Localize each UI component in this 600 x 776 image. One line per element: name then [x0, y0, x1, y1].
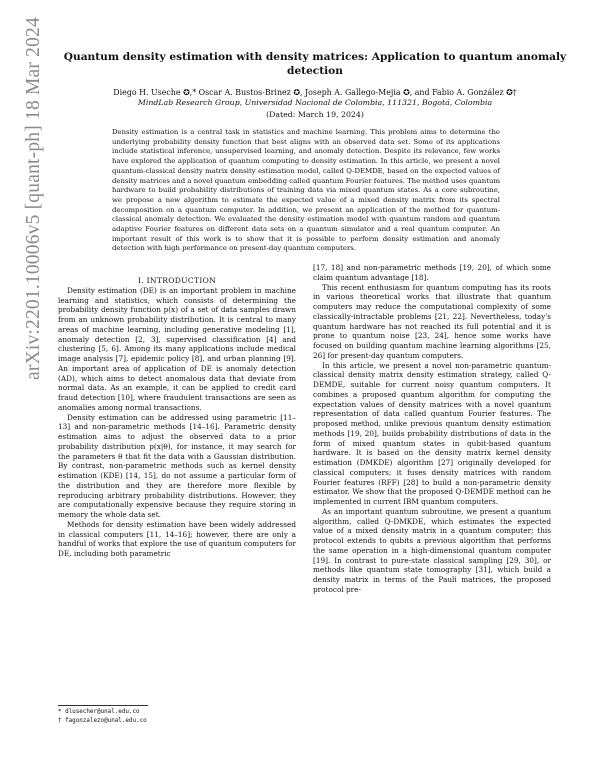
paragraph: Density estimation (DE) is an important problem in machine learning and statistics, which consists of determining the probability density function p(x) of a set of data samples drawn from an unknown probability distribution. It is central to many areas of machine learning, including generative modeling [1], anomaly detection [2, 3], supervised classification [4] and clustering [5, 6]. Among its many applications include medical image analysis [7], epidemic policy [8], and urban planning [9]. An important area of application of DE is anomaly detection (AD), which aims to detect anomalous data that deviate from normal data. As an example, it can be applied to credit card fraud detection [10], where fraudulent transactions are seen as anomalies among normal transactions. — [58, 285, 296, 412]
footnote-email-2: † fagonzalezo@unal.edu.co — [58, 718, 147, 724]
left-column — [58, 276, 296, 559]
author-list: Diego H. Useche ✪,* Oscar A. Bustos-Brinez ✪, Joseph A. Gallego-Mejia ✪, and Fabio A. González ✪† — [113, 88, 517, 97]
right-column — [313, 263, 551, 595]
paragraph: This recent enthusiasm for quantum computing has its roots in various theoretical works that illustrate that quantum computers may reduce the computational complexity of some classically-intractable problems [21, 22]. Nevertheless, today's quantum hardware has not reached its full potential and it is prone to quantum noise [23, 24], hence some works have focused on building quantum machine learning algorithms [25, 26] for present-day quantum computers. — [313, 282, 551, 360]
affiliation: MindLab Research Group, Universidad Nacional de Colombia, 111321, Bogotá, Colombia — [137, 98, 493, 107]
paragraph: In this article, we present a novel non-parametric quantum-classical density matrix density estimation strategy, called Q-DEMDE, suitable for current noisy quantum computers. It combines a proposed quantum algorithm for computing the expectation values of density matrices with a novel quantum representation of data called quantum Fourier features. The proposed method, unlike previous quantum density estimation methods [19, 20], builds probability distributions of data in the form of mixed quantum states in qubit-based quantum hardware. It is based on the density matrix kernel density estimation (DMKDE) algorithm [27] originally developed for classical computers; it fuses density matrices with random Fourier features (RFF) [28] to build a non-parametric density estimator. We show that the proposed Q-DEMDE method can be implemented in current IBM quantum computers. — [313, 360, 551, 506]
paper-title: Quantum density estimation with density matrices: Application to quantum anomaly detection — [63, 51, 567, 77]
date-line: (Dated: March 19, 2024) — [266, 110, 364, 119]
footnote-divider — [58, 705, 148, 706]
footnote-email-1: * dlusecher@unal.edu.co — [58, 709, 140, 715]
paragraph: [17, 18] and non-parametric methods [19, 20], of which some claim quantum advantage [18]. — [313, 263, 551, 282]
paragraph: Methods for density estimation have been widely addressed in classical computers [11, 14–16]; however, there are only a handful of works that explore the use of quantum computers for DE, including both parametric — [58, 519, 296, 558]
arxiv-sidebar — [4, 17, 44, 580]
paragraph: Density estimation can be addressed using parametric [11–13] and non-parametric methods [14–16]. Parametric density estimation aims to adjust the observed data to a prior probability distribution p(x|θ), for instance, it may search for the parameters θ that fit the data with a Gaussian distribution. By contrast, non-parametric methods such as kernel density estimation (KDE) [14, 15], do not assume a particular form of the distribution and they are therefore more flexible by reproducing arbitrary probability distributions. However, they are computationally expensive because they require storing in memory the whole data set. — [58, 412, 296, 519]
abstract: Density estimation is a central task in statistics and machine learning. This problem aims to determine the underlying probability density function that best aligns with an observed data set. Some of its applications include statistical inference, unsupervised learning, and anomaly detection. Despite its relevance, few works have explored the application of quantum computing to density estimation. In this article, we present a novel quantum-classical density matrix density estimation model, called Q-DEMDE, based on the expected values of density matrices and a novel quantum embedding called quantum Fourier features. The method uses quantum hardware to build probability distributions of training data via mixed quantum states. As a core subroutine, we propose a new algorithm to estimate the expected value of a mixed density matrix from its spectral decomposition on a quantum computer. In addition, we present an application of the method for quantum-classical anomaly detection. We evaluated the density estimation model with quantum random and quantum adaptive Fourier features on different data sets on a quantum simulator and a real quantum computer. An important result of this work is to show that it is possible to perform density estimation and anomaly detection with high performance on present-day quantum computers. — [112, 128, 500, 253]
arxiv-identifier: arXiv:2201.10006v5 [quant-ph] 18 Mar 2024 — [23, 17, 44, 380]
paragraph: As an important quantum subroutine, we present a quantum algorithm, called Q-DMKDE, which estimates the expected value of a mixed density matrix in a quantum computer; this protocol extends to qubits a previous algorithm that performs the same operation in a high-dimensional quantum computer [19]. In contrast to pure-state classical sampling [29, 30], or methods like quantum state tomography [31], which build a density matrix in terms of the Pauli matrices, the proposed protocol pre- — [313, 506, 551, 594]
section-heading: I. INTRODUCTION — [137, 276, 217, 285]
